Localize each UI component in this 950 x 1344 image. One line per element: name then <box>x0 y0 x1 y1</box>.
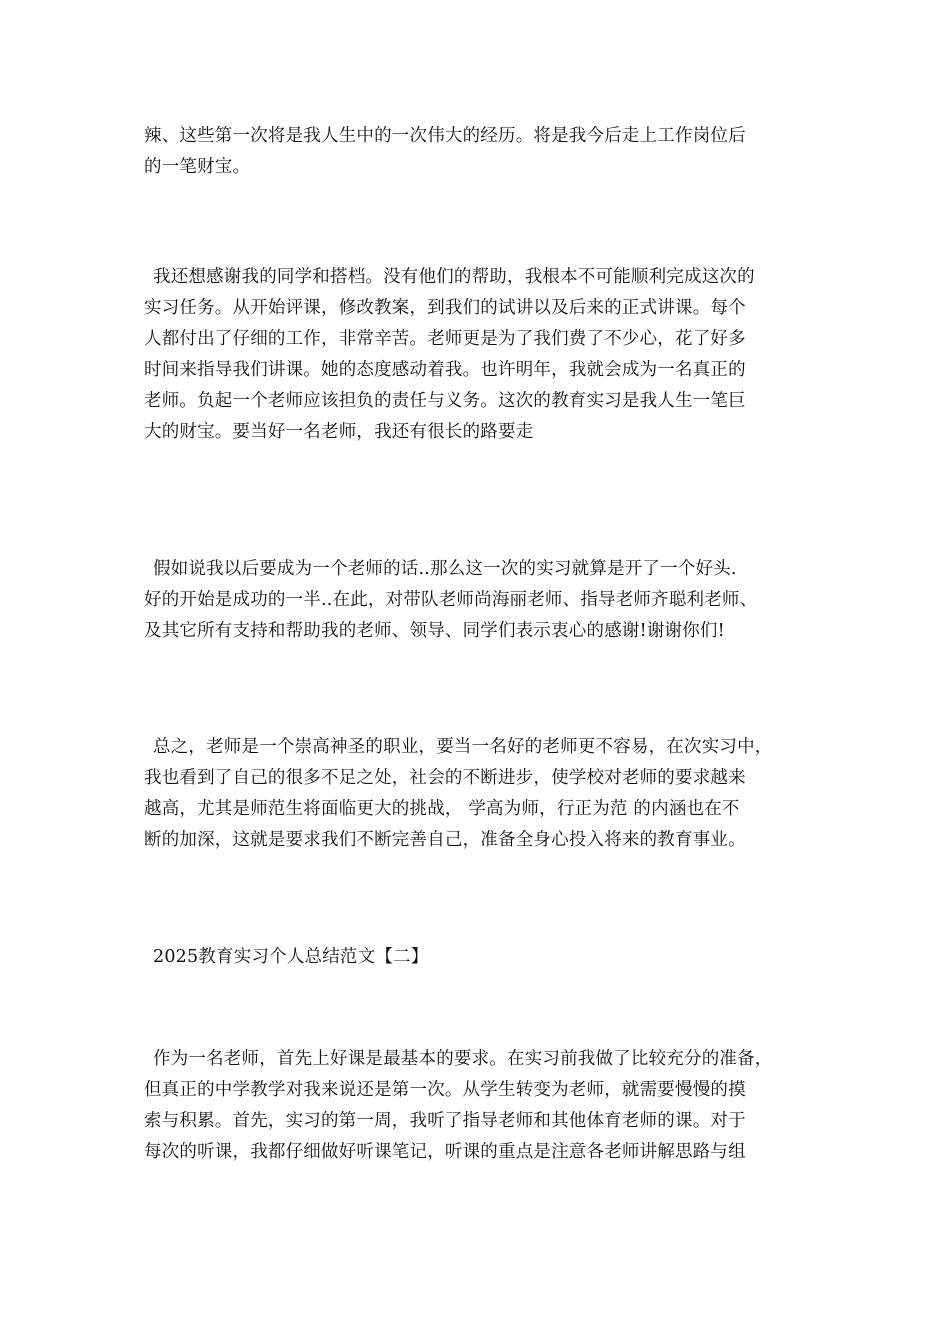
paragraph-conclusion <box>144 732 824 856</box>
text-line: 但真正的中学教学对我来说还是第一次。从学生转变为老师，就需要慢慢的摸 <box>144 1080 746 1100</box>
paragraph-good-start <box>144 554 824 647</box>
text-line: 好的开始是成功的一半..在此，对带队老师尚海丽老师、指导老师齐聪利老师、 <box>144 590 758 610</box>
text-line: 的一笔财宝。 <box>144 157 251 177</box>
section-title: 2025教育实习个人总结范文【二】 <box>153 947 429 967</box>
text-line: 越高，尤其是师范生将面临更大的挑战， 学高为师，行正为范 的内涵也在不 <box>144 799 740 819</box>
text-line: 老师。负起一个老师应该担负的责任与义务。这次的教育实习是我人生一笔巨 <box>144 391 746 411</box>
text-line: 大的财宝。要当好一名老师，我还有很长的路要走 <box>144 422 534 442</box>
text-line: 作为一名老师，首先上好课是最基本的要求。在实习前我做了比较充分的准备， <box>153 1049 773 1069</box>
paragraph-continuation <box>144 121 824 183</box>
text-line: 断的加深，这就是要求我们不断完善自己，准备全身心投入将来的教育事业。 <box>144 830 746 850</box>
text-line: 每次的听课，我都仔细做好听课笔记，听课的重点是注意各老师讲解思路与组 <box>144 1142 746 1162</box>
text-line: 辣、这些第一次将是我人生中的一次伟大的经历。将是我今后走上工作岗位后 <box>144 126 746 146</box>
text-line: 实习任务。从开始评课，修改教案，到我们的试讲以及后来的正式讲课。每个 <box>144 298 746 318</box>
text-line: 我也看到了自己的很多不足之处，社会的不断进步，使学校对老师的要求越来 <box>144 768 746 788</box>
text-line: 人都付出了仔细的工作，非常辛苦。老师更是为了我们费了不少心，花了好多 <box>144 329 746 349</box>
text-line: 及其它所有支持和帮助我的老师、领导、同学们表示衷心的感谢!谢谢你们! <box>144 621 725 641</box>
paragraph-teaching <box>144 1044 824 1168</box>
text-line: 我还想感谢我的同学和搭档。没有他们的帮助，我根本不可能顺利完成这次的 <box>153 267 755 287</box>
text-line: 索与积累。首先，实习的第一周，我听了指导老师和其他体育老师的课。对于 <box>144 1111 746 1131</box>
text-line: 假如说我以后要成为一个老师的话..那么这一次的实习就算是开了一个好头. <box>153 559 737 579</box>
paragraph-thanks-classmates <box>144 262 824 448</box>
text-line: 时间来指导我们讲课。她的态度感动着我。也许明年，我就会成为一名真正的 <box>144 360 746 380</box>
text-line: 总之，老师是一个崇高神圣的职业，要当一名好的老师更不容易，在次实习中， <box>153 737 773 757</box>
section-heading <box>144 942 824 973</box>
